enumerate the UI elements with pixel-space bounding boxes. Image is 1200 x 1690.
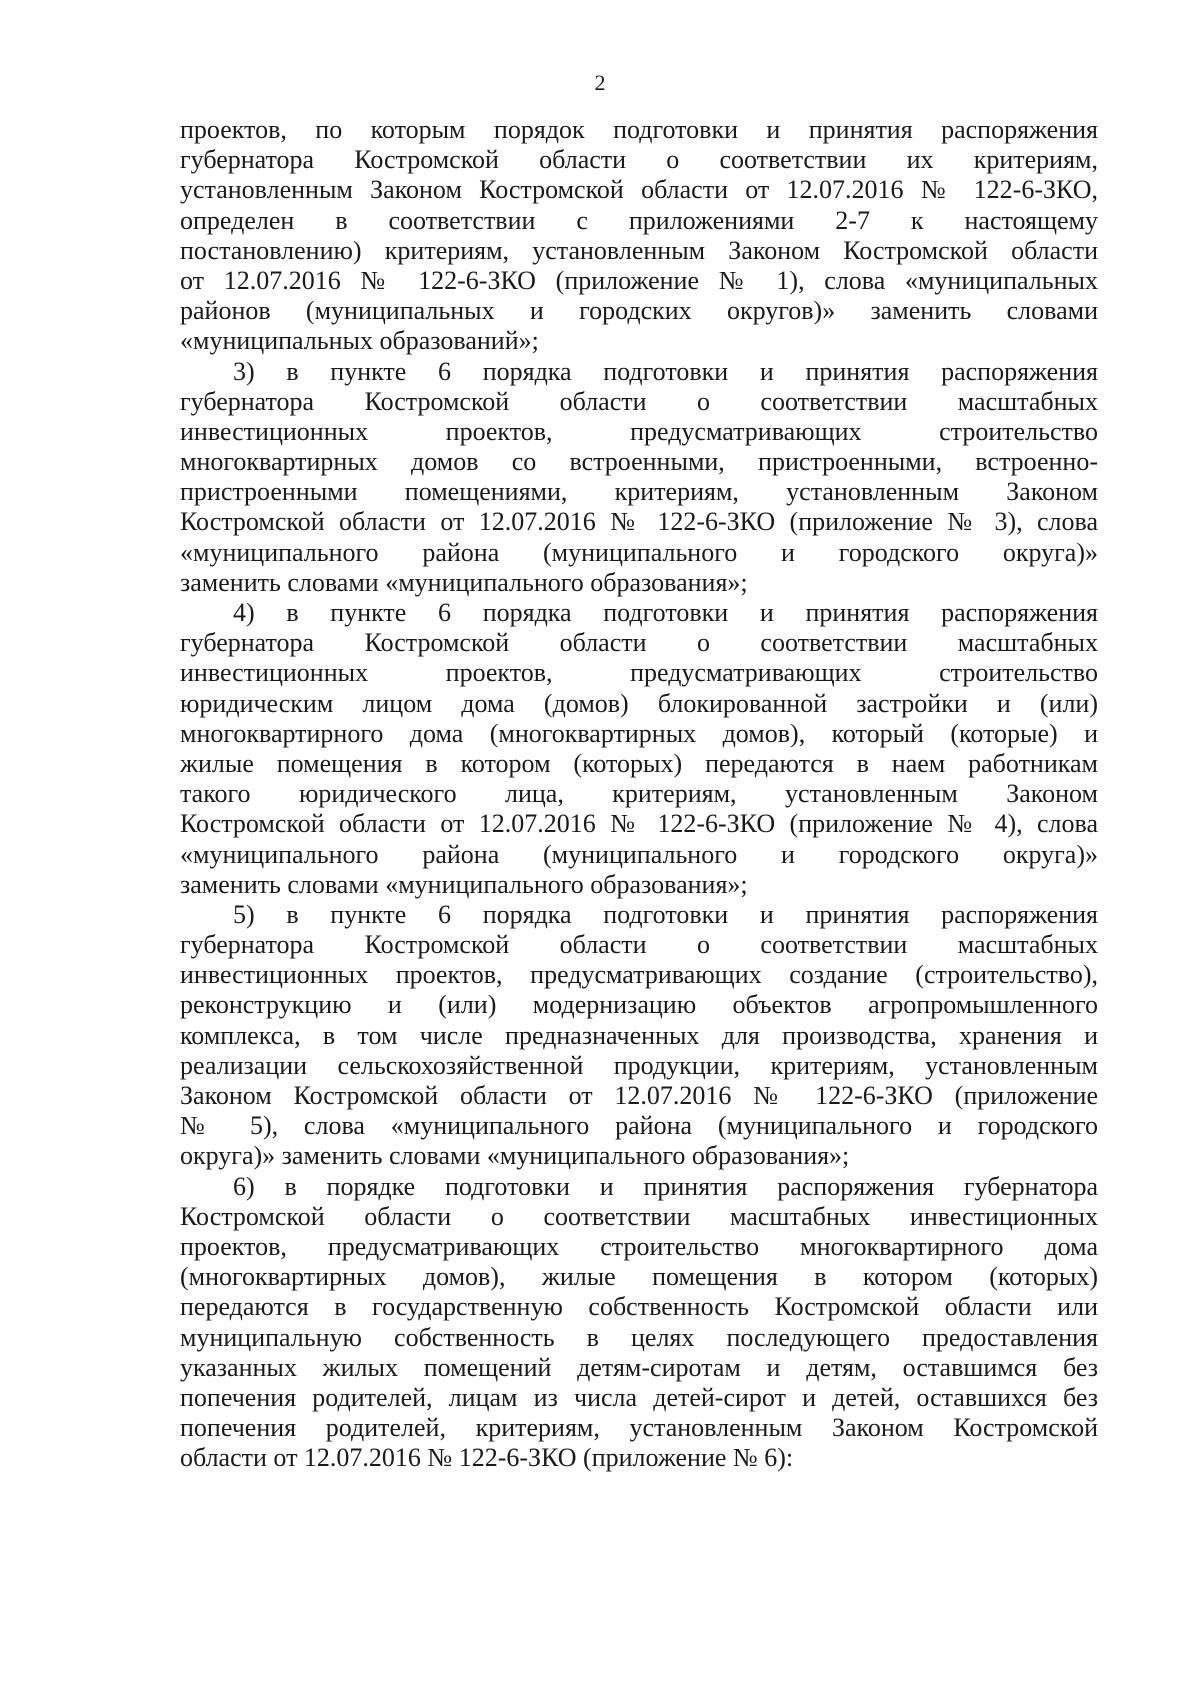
- text-line: губернатора Костромской области о соответствии их критериям,: [180, 145, 1098, 175]
- paragraph: [180, 900, 1098, 1172]
- text-line: реконструкцию и (или) модернизацию объектов агропромышленного: [180, 990, 1098, 1020]
- text-line: комплекса, в том числе предназначенных для производства, хранения и: [180, 1020, 1098, 1050]
- text-line: 5) в пункте 6 порядка подготовки и принятия распоряжения: [233, 899, 1098, 929]
- text-line: реализации сельскохозяйственной продукции, критериям, установленным: [180, 1050, 1098, 1080]
- text-line: губернатора Костромской области о соответствии масштабных: [180, 930, 1098, 960]
- text-line: «муниципального района (муниципального и городского округа)»: [180, 537, 1098, 567]
- text-line: (многоквартирных домов), жилые помещения в котором (которых): [180, 1262, 1098, 1292]
- text-line: округа)» заменить словами «муниципального образования»;: [180, 1141, 850, 1171]
- text-line: пристроенными помещениями, критериям, установленным Законом: [180, 477, 1098, 507]
- text-line: 3) в пункте 6 порядка подготовки и принятия распоряжения: [233, 356, 1098, 386]
- text-line: заменить словами «муниципального образования»;: [180, 567, 748, 597]
- text-line: передаются в государственную собственность Костромской области или: [180, 1292, 1098, 1322]
- text-line: инвестиционных проектов, предусматривающих строительство: [180, 416, 1098, 446]
- text-line: указанных жилых помещений детям-сиротам и детям, оставшимся без: [180, 1352, 1098, 1382]
- paragraph: [180, 357, 1098, 599]
- text-line: Законом Костромской области от 12.07.2016 № 122-6-ЗКО (приложение: [180, 1081, 1098, 1110]
- text-line: Костромской области от 12.07.2016 № 122-6-ЗКО (приложение № 3), слова: [180, 507, 1098, 537]
- text-line: губернатора Костромской области о соответствии масштабных: [180, 628, 1098, 658]
- text-line: многоквартирного дома (многоквартирных домов), который (которые) и: [180, 718, 1098, 748]
- text-line: проектов, по которым порядок подготовки и принятия распоряжения: [180, 115, 1098, 144]
- text-line: «муниципального района (муниципального и городского округа)»: [180, 839, 1098, 869]
- text-line: многоквартирных домов со встроенными, пристроенными, встроенно-: [180, 447, 1098, 477]
- text-line: определен в соответствии с приложениями 2-7 к настоящему: [180, 205, 1098, 235]
- text-line: от 12.07.2016 № 122-6-ЗКО (приложение № 1), слова «муниципальных: [180, 265, 1098, 295]
- text-line: 6) в порядке подготовки и принятия распоряжения губернатора: [233, 1171, 1098, 1201]
- paragraph: [180, 598, 1098, 900]
- text-line: инвестиционных проектов, предусматривающих строительство: [180, 658, 1098, 688]
- text-line: постановлению) критериям, установленным Законом Костромской области: [180, 235, 1098, 265]
- text-line: «муниципальных образований»;: [180, 326, 539, 356]
- text-line: области от 12.07.2016 № 122-6-ЗКО (приложение № 6):: [180, 1443, 794, 1473]
- text-line: 4) в пункте 6 порядка подготовки и принятия распоряжения: [233, 598, 1098, 627]
- text-line: попечения родителей, критериям, установленным Законом Костромской: [180, 1413, 1098, 1443]
- text-line: заменить словами «муниципального образования»;: [180, 869, 748, 899]
- text-line: губернатора Костромской области о соответствии масштабных: [180, 386, 1098, 416]
- paragraph: [180, 1172, 1098, 1474]
- text-line: такого юридического лица, критериям, установленным Законом: [180, 779, 1098, 809]
- text-line: Костромской области о соответствии масштабных инвестиционных: [180, 1201, 1098, 1231]
- text-line: Костромской области от 12.07.2016 № 122-6-ЗКО (приложение № 4), слова: [180, 809, 1098, 839]
- text-line: муниципальную собственность в целях последующего предоставления: [180, 1322, 1098, 1352]
- text-line: жилые помещения в котором (которых) передаются в наем работникам: [180, 748, 1098, 778]
- page-number: 2: [594, 70, 606, 95]
- text-line: юридическим лицом дома (домов) блокированной застройки и (или): [180, 688, 1098, 718]
- document-body: [180, 115, 1098, 1473]
- text-line: проектов, предусматривающих строительство многоквартирного дома: [180, 1231, 1098, 1261]
- text-line: установленным Законом Костромской области от 12.07.2016 № 122-6-ЗКО,: [180, 175, 1098, 205]
- paragraph: [180, 115, 1098, 357]
- text-line: попечения родителей, лицам из числа детей-сирот и детей, оставшихся без: [180, 1382, 1098, 1412]
- text-line: инвестиционных проектов, предусматривающих создание (строительство),: [180, 960, 1098, 990]
- text-line: районов (муниципальных и городских округов)» заменить словами: [180, 296, 1098, 326]
- text-line: № 5), слова «муниципального района (муниципального и городского: [180, 1111, 1098, 1141]
